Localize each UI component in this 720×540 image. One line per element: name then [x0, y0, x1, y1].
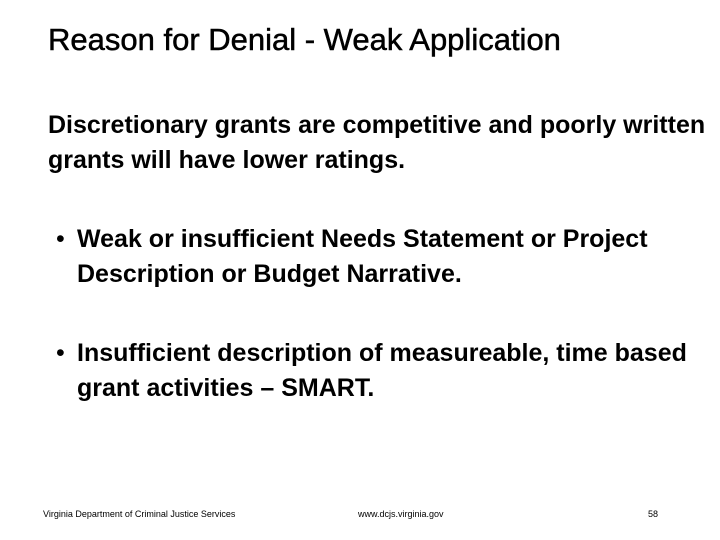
footer-organization: Virginia Department of Criminal Justice Services: [43, 509, 236, 519]
bullet-text: Insufficient description of measureable, time based grant activities – SMART.: [77, 339, 687, 402]
footer-url: www.dcjs.virginia.gov: [358, 509, 444, 519]
intro-paragraph: Discretionary grants are competitive and poorly written grants will have lower ratings.: [48, 111, 706, 174]
slide-title: Reason for Denial - Weak Application: [48, 22, 561, 57]
bullet-text: Weak or insufficient Needs Statement or Project Description or Budget Narrative.: [77, 225, 648, 288]
bullet-dot-icon: •: [56, 339, 65, 367]
bullet-list: [56, 222, 696, 406]
bullet-item: [56, 336, 696, 406]
bullet-item: [56, 222, 696, 292]
page-number: 58: [648, 509, 659, 519]
bullet-dot-icon: •: [56, 225, 65, 253]
